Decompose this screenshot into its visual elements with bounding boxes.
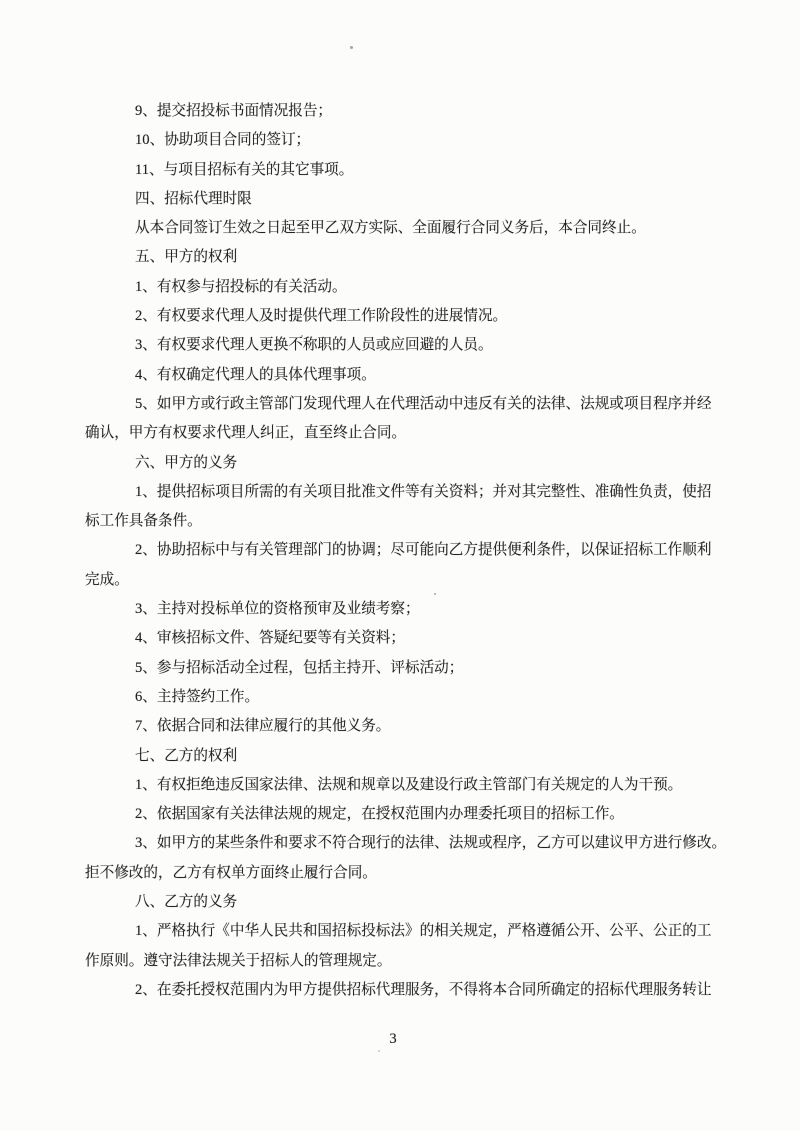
paragraph <box>85 683 745 712</box>
text-line: 1、有权参与招投标的有关活动。 <box>135 278 347 295</box>
paragraph <box>85 390 745 449</box>
scan-speck <box>378 1050 380 1052</box>
text-line: 1、提供招标项目所需的有关项目批准文件等有关资料；并对其完整性、准确性负责，使招 <box>135 483 712 500</box>
document-body <box>85 97 745 1005</box>
text-line: 四、招标代理时限 <box>135 190 252 207</box>
paragraph <box>85 595 745 624</box>
text-line: 9、提交招投标书面情况报告； <box>135 103 333 119</box>
paragraph <box>85 976 745 1005</box>
text-line: 2、在委托授权范围内为甲方提供招标代理服务，不得将本合同所确定的招标代理服务转让 <box>135 981 712 998</box>
text-line: 4、审核招标文件、答疑纪要等有关资料； <box>135 630 405 647</box>
text-line: 5、如甲方或行政主管部门发现代理人在代理活动中违反有关的法律、法规或项目程序并经 <box>135 395 712 412</box>
text-line: 11、与项目招标有关的其它事项。 <box>135 161 354 178</box>
text-line: 确认，甲方有权要求代理人纠正，直至终止合同。 <box>85 425 407 442</box>
text-line: 1、有权拒绝违反国家法律、法规和规章以及建设行政主管部门有关规定的人为干预。 <box>135 776 683 793</box>
text-line: 6、主持签约工作。 <box>135 688 260 705</box>
paragraph <box>85 654 745 683</box>
paragraph <box>85 361 745 390</box>
paragraph <box>85 243 745 272</box>
paragraph <box>85 331 745 360</box>
text-line: 从本合同签订生效之日起至甲乙双方实际、全面履行合同义务后，本合同终止。 <box>135 220 646 237</box>
text-line: 10、协助项目合同的签订； <box>135 132 311 149</box>
text-line: 完成。 <box>85 571 129 588</box>
text-line: 2、有权要求代理人及时提供代理工作阶段性的进展情况。 <box>135 308 508 325</box>
text-line: 1、严格执行《中华人民共和国招标投标法》的相关规定，严格遵循公开、公平、公正的工 <box>135 923 712 940</box>
page-number: 3 <box>389 1031 397 1047</box>
text-line: 4、有权确定代理人的具体代理事项。 <box>135 366 376 383</box>
paragraph <box>85 742 745 771</box>
text-line: 3、主持对投标单位的资格预审及业绩考察； <box>135 601 420 618</box>
text-line: 5、参与招标活动全过程，包括主持开、评标活动； <box>135 659 464 676</box>
text-line: 标工作具备条件。 <box>85 513 202 530</box>
paragraph <box>85 624 745 653</box>
paragraph <box>85 273 745 302</box>
text-line: 作原则。遵守法律法规关于招标人的管理规定。 <box>85 952 392 969</box>
text-line: 六、甲方的义务 <box>135 454 238 471</box>
text-line: 2、依据国家有关法律法规的规定，在授权范围内办理委托项目的招标工作。 <box>135 806 624 823</box>
text-line: 七、乙方的权利 <box>135 747 238 764</box>
paragraph <box>85 800 745 829</box>
text-line: 2、协助招标中与有关管理部门的协调；尽可能向乙方提供便利条件，以保证招标工作顺利 <box>135 542 712 559</box>
paragraph <box>85 829 745 888</box>
paragraph <box>85 302 745 331</box>
paragraph <box>85 214 745 243</box>
paragraph <box>85 536 745 595</box>
paragraph <box>85 126 745 155</box>
paragraph <box>85 156 745 185</box>
paragraph <box>85 97 745 126</box>
text-line: 五、甲方的权利 <box>135 249 238 266</box>
paragraph <box>85 185 745 214</box>
paragraph <box>85 712 745 741</box>
paragraph <box>85 449 745 478</box>
paragraph <box>85 888 745 917</box>
text-line: 3、有权要求代理人更换不称职的人员或应回避的人员。 <box>135 337 493 354</box>
text-line: 3、如甲方的某些条件和要求不符合现行的法律、法规或程序，乙方可以建议甲方进行修改。 <box>135 835 727 852</box>
paragraph <box>85 478 745 537</box>
text-line: 八、乙方的义务 <box>135 894 238 911</box>
text-line: 7、依据合同和法律应履行的其他义务。 <box>135 718 391 735</box>
scan-speck <box>350 46 353 49</box>
text-line: 拒不修改的，乙方有权单方面终止履行合同。 <box>85 864 377 881</box>
paragraph <box>85 771 745 800</box>
paragraph <box>85 917 745 976</box>
